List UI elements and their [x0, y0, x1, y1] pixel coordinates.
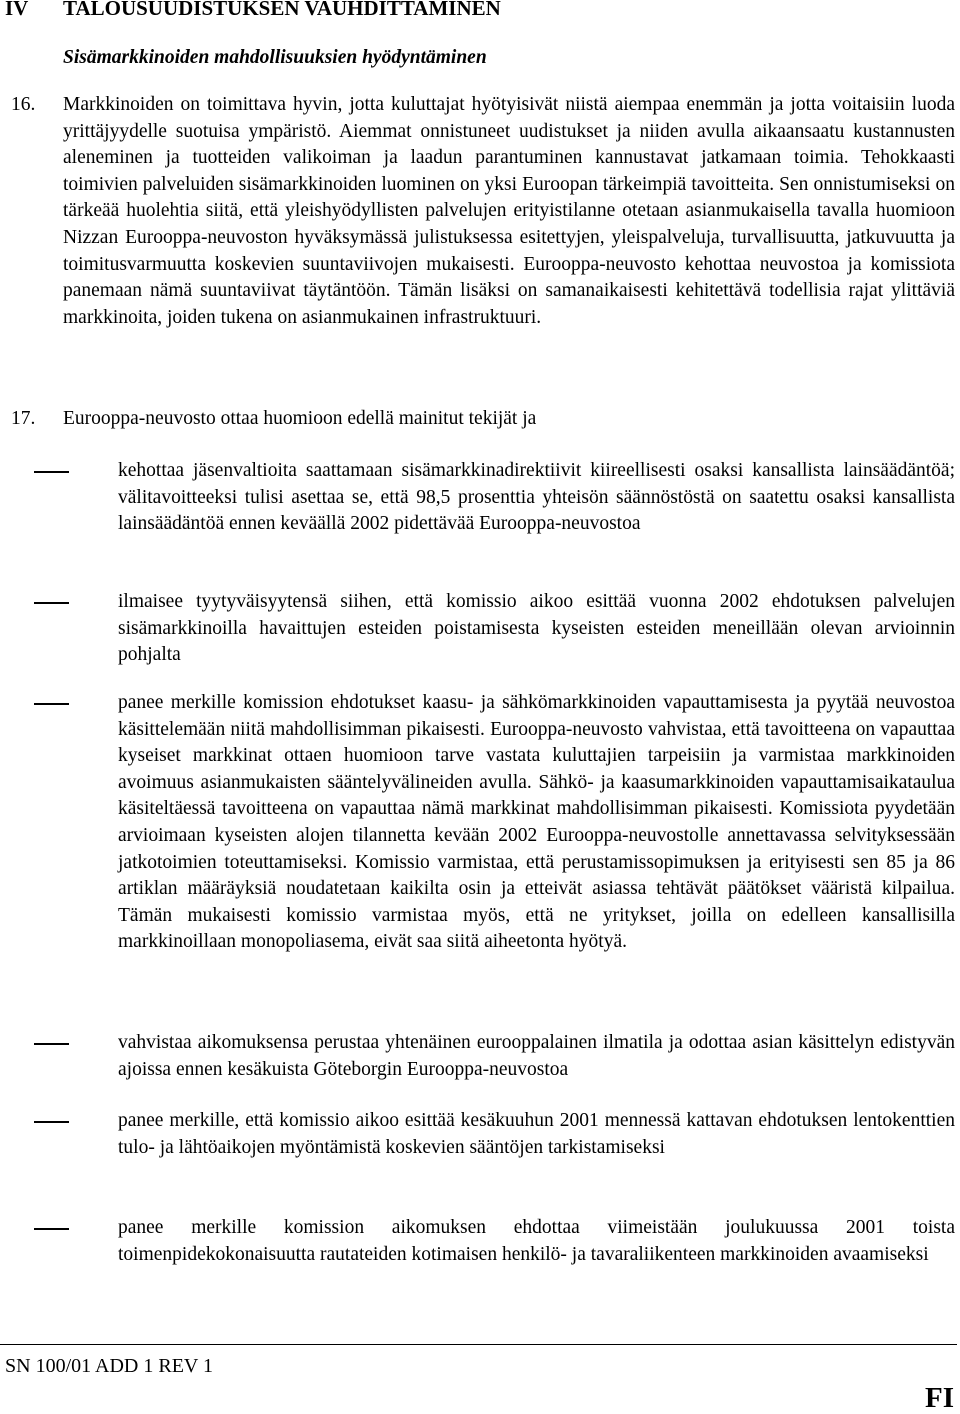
paragraph-text: Eurooppa-neuvosto ottaa huomioon edellä mainitut tekijät ja [63, 408, 537, 429]
list-item-text: kehottaa jäsenvaltioita saattamaan sisämarkkinadirektiivit kiireellisesti osaksi kansallista lainsäädäntöä; välitavoitteeksi tulisi asettaa se, että 98,5 prosenttia yhteisön säännöstöstä on saatettu osaksi kansallista lainsäädäntöä ennen keväällä 2002 pidettävää Eurooppa-neuvostoa [118, 460, 955, 535]
dash-bullet-icon [34, 1121, 69, 1123]
language-code: FI [925, 1382, 954, 1414]
list-item-text: ilmaisee tyytyväisyytensä siihen, että komissio aikoo esittää vuonna 2002 ehdotuksen palvelujen sisämarkkinoilla havaittujen esteiden poistamisesta kyseisten esteiden meneillään olevan arvioinnin pohjalta [118, 591, 955, 666]
footer-divider [0, 1344, 957, 1345]
paragraph-number: 17. [11, 408, 36, 429]
chapter-number: IV [5, 0, 29, 20]
dash-bullet-icon [34, 1043, 69, 1045]
dash-bullet-icon [34, 1228, 69, 1230]
list-item-text: panee merkille, että komissio aikoo esittää kesäkuuhun 2001 mennessä kattavan ehdotuksen lentokenttien tulo- ja lähtöaikojen myöntämistä koskevien sääntöjen tarkistamiseksi [118, 1110, 955, 1158]
dash-bullet-icon [34, 602, 69, 604]
paragraph-text: Markkinoiden on toimittava hyvin, jotta kuluttajat hyötyisivät niistä aiempaa enemmän ja jotta voitaisiin luoda yrittäjyydelle suotuisa ympäristö. Aiemmat onnistuneet uudistukset ja niiden avulla aikaansaatu kustannusten aleneminen ja tuotteiden valikoiman ja laadun parantuminen kannustavat jatkamaan toimia. Tehokkaasti toimivien palveluiden sisämarkkinoiden luominen on yksi Euroopan tärkeimpiä tavoitteita. Sen onnistumiseksi on tärkeää huolehtia siitä, että yleishyödyllisten palvelujen erityistilanne otetaan asianmukaisella tavalla huomioon Nizzan Eurooppa-neuvoston hyväksymässä julistuksessa esitettyjen, yleispalveluja, turvallisuutta, jatkuvuutta ja toimitusvarmuutta koskevien suuntaviivojen mukaisesti. Eurooppa-neuvosto kehottaa neuvostoa ja komissiota panemaan nämä suuntaviivat täytäntöön. Tämän lisäksi on samanaikaisesti kehitettävä todellisia rajat ylittäviä markkinoita, joiden tukena on asianmukainen infrastruktuuri. [63, 94, 955, 328]
section-title: Sisämarkkinoiden mahdollisuuksien hyödyntäminen [63, 47, 487, 68]
dash-bullet-icon [34, 471, 69, 473]
list-item-text: vahvistaa aikomuksensa perustaa yhtenäinen eurooppalainen ilmatila ja odottaa asian käsittelyn edistyvän ajoissa ennen kesäkuista Göteborgin Eurooppa-neuvostoa [118, 1032, 955, 1080]
paragraph-number: 16. [11, 94, 36, 115]
list-item-text: panee merkille komission ehdotukset kaasu- ja sähkömarkkinoiden vapauttamisesta ja pyytää neuvostoa käsittelemään niitä mahdollisimman pikaisesti. Eurooppa-neuvosto vahvistaa, että tavoitteena on vapauttaa kyseiset markkinat ottaen huomioon tarve vastata kuluttajien tarpeisiin ja varmistaa markkinoiden avoimuus asianmukaisten sääntelyvälineiden avulla. Sähkö- ja kaasumarkkinoiden vapauttamisaikataulua käsiteltäessä tavoitteena on vapauttaa nämä markkinat mahdollisimman pikaisesti. Komissiota pyydetään arvioimaan kyseisten alojen tilannetta kevään 2002 Eurooppa-neuvostolle annettavassa selvityksessään jatkotoimien toteuttamiseksi. Komissio varmistaa, että perustamissopimuksen ja erityisesti sen 85 ja 86 artiklan määräyksiä noudatetaan kaikilta osin ja etteivät asiassa tehtävät päätökset vääristä kilpailua. Tämän mukaisesti komissio varmistaa myös, että ne yritykset, joilla on edelleen kansallisilla markkinoillaan monopoliasema, eivät saa siitä aiheetonta hyötyä. [118, 692, 955, 953]
chapter-heading [0, 0, 960, 25]
list-item-text: panee merkille komission aikomuksen ehdottaa viimeistään joulukuussa 2001 toista toimenpidekokonaisuutta rautateiden kotimaisen henkilö- ja tavaraliikenteen markkinoiden avaamiseksi [118, 1217, 955, 1265]
document-reference: SN 100/01 ADD 1 REV 1 [5, 1355, 213, 1377]
chapter-title: TALOUSUUDISTUKSEN VAUHDITTAMINEN [63, 0, 501, 20]
dash-bullet-icon [34, 703, 69, 705]
